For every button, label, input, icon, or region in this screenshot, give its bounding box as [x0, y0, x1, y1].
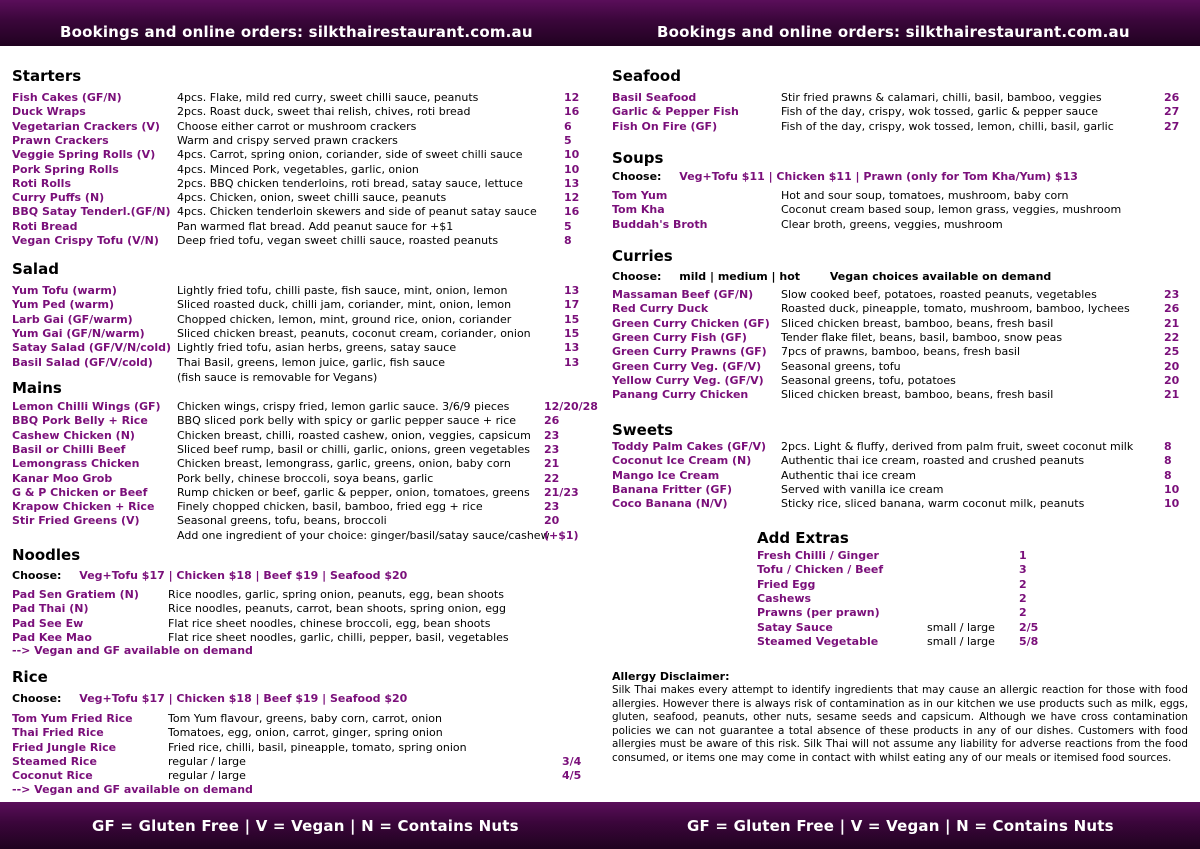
salad-item-larb-gai-gf-warm [12, 313, 592, 327]
seafood-item-basil-seafood [612, 91, 1192, 105]
item-price: 10 [564, 162, 580, 176]
item-description: Thai Basil, greens, lemon juice, garlic, fish sauce [177, 355, 446, 369]
noodles-item-pad-kee-mao [12, 631, 592, 645]
item-name: Green Curry Veg. (GF/V) [612, 359, 762, 373]
item-price: 26 [1164, 91, 1180, 104]
item-price: 10 [564, 148, 580, 162]
starters-item-roti-bread [12, 220, 592, 234]
item-description: Lightly fried tofu, chilli paste, fish sauce, mint, onion, lemon [177, 284, 508, 297]
rice-choose-line [12, 692, 407, 706]
item-name: Pad See Ew [12, 616, 84, 630]
starters-item-bbq-satay-tenderl-gf-n [12, 205, 592, 219]
item-description: Authentic thai ice cream [781, 468, 916, 482]
item-description: Rump chicken or beef, garlic & pepper, onion, tomatoes, greens [177, 485, 530, 499]
item-price: 26 [1164, 302, 1180, 316]
item-price: 8 [1164, 440, 1172, 453]
item-name: Pad Sen Gratiem (N) [12, 588, 139, 601]
salad-item-yum-tofu-warm [12, 284, 592, 298]
section-title-noodles: Noodles [12, 546, 81, 564]
item-description: Served with vanilla ice cream [781, 482, 944, 496]
soups-item-tom-kha [612, 203, 1192, 217]
extra-name: Satay Sauce [757, 620, 833, 634]
item-price: 4/5 [562, 769, 582, 783]
item-name: Satay Salad (GF/V/N/cold) [12, 341, 172, 355]
item-price: 21 [1164, 316, 1180, 330]
curries-vegan-note: Vegan choices available on demand [829, 270, 1052, 283]
section-title-salad: Salad [12, 260, 59, 278]
extra-price: 2/5 [1019, 620, 1039, 634]
item-name: Red Curry Duck [612, 302, 709, 316]
item-price: 27 [1164, 105, 1180, 119]
item-name: Curry Puffs (N) [12, 191, 105, 205]
item-price: 10 [1164, 497, 1180, 511]
item-price: 5 [564, 219, 572, 233]
item-description: 4pcs. Flake, mild red curry, sweet chilli sauce, peanuts [177, 91, 479, 104]
starters-item-pork-spring-rolls [12, 163, 592, 177]
section-title-soups: Soups [612, 149, 664, 167]
seafood-item-fish-on-fire-gf [612, 120, 1192, 134]
noodles-item-pad-thai-n [12, 602, 592, 616]
noodles-choose-options: Veg+Tofu $17 | Chicken $18 | Beef $19 | Seafood $20 [79, 569, 408, 582]
item-name: Vegetarian Crackers (V) [12, 119, 160, 133]
starters-item-curry-puffs-n [12, 191, 592, 205]
item-description: Tender flake filet, beans, basil, bamboo, snow peas [781, 330, 1063, 344]
extra-size: small / large [927, 620, 995, 634]
item-name: Tom Kha [612, 203, 665, 217]
item-name: Panang Curry Chicken [612, 388, 749, 402]
item-description: 7pcs of prawns, bamboo, beans, fresh basil [781, 345, 1021, 359]
noodles-item-pad-see-ew [12, 617, 592, 631]
extra-price: 5/8 [1019, 634, 1039, 648]
item-description: Tom Yum flavour, greens, baby corn, carrot, onion [168, 712, 443, 725]
extra-name: Fresh Chilli / Ginger [757, 549, 879, 562]
extras-item-satay-sauce [757, 621, 1057, 635]
item-name: Tom Yum [612, 189, 668, 202]
starters-item-roti-rolls [12, 177, 592, 191]
item-price: 12 [564, 191, 580, 205]
extra-size: small / large [927, 634, 995, 648]
item-name: Green Curry Fish (GF) [612, 330, 747, 344]
item-description: Deep fried tofu, vegan sweet chilli sauce, roasted peanuts [177, 234, 499, 247]
starters-item-veggie-spring-rolls-v [12, 148, 592, 162]
item-description: 4pcs. Chicken, onion, sweet chilli sauce, peanuts [177, 191, 447, 205]
mains-item-stir-fried-greens-v [12, 514, 592, 528]
rice-vegan-note: --> Vegan and GF available on demand [12, 783, 253, 796]
salad-item-yum-ped-warm [12, 298, 592, 312]
item-name: Duck Wraps [12, 105, 86, 119]
extra-price: 2 [1019, 606, 1027, 620]
section-title-starters: Starters [12, 67, 82, 85]
rice-choose-options: Veg+Tofu $17 | Chicken $18 | Beef $19 | Seafood $20 [79, 692, 408, 705]
item-description: Chicken breast, lemongrass, garlic, greens, onion, baby corn [177, 457, 511, 471]
header-booking-text-right: Bookings and online orders: silkthairestaurant.com.au [657, 23, 1130, 41]
item-name: Thai Fried Rice [12, 726, 104, 740]
rice-item-tom-yum-fried-rice [12, 712, 592, 726]
item-price: 13 [564, 176, 580, 190]
mains-item-lemon-chilli-wings-gf [12, 400, 598, 414]
sweets-item-toddy-palm-cakes-gf-v [612, 440, 1192, 454]
item-name: BBQ Satay Tenderl.(GF/N) [12, 205, 171, 219]
noodles-choose-line [12, 569, 407, 583]
item-description: Pork belly, chinese broccoli, soya beans, garlic [177, 471, 434, 485]
item-name: Prawn Crackers [12, 133, 109, 147]
curries-item-massaman-beef-gf-n [612, 288, 1192, 302]
item-description: regular / large [168, 754, 246, 768]
soups-item-buddah-s-broth [612, 218, 1192, 232]
footer-bar [0, 802, 1200, 849]
extra-name: Steamed Vegetable [757, 634, 879, 648]
item-description: 2pcs. Light & fluffy, derived from palm fruit, sweet coconut milk [781, 440, 1134, 453]
item-price: 20 [544, 514, 560, 528]
item-name: Fried Jungle Rice [12, 740, 117, 754]
sweets-item-coco-banana-n-v [612, 497, 1192, 511]
item-description: Rice noodles, peanuts, carrot, bean shoots, spring onion, egg [168, 602, 506, 616]
curries-item-panang-curry-chicken [612, 388, 1192, 402]
item-description: Add one ingredient of your choice: ginger/basil/satay sauce/cashew [177, 528, 550, 542]
item-name: Yum Gai (GF/N/warm) [12, 326, 145, 340]
rice-choose-label: Choose: [12, 692, 62, 705]
item-name: Stir Fried Greens (V) [12, 514, 140, 528]
item-name: Coconut Ice Cream (N) [612, 454, 752, 468]
item-description: Flat rice sheet noodles, garlic, chilli, pepper, basil, vegetables [168, 630, 509, 644]
item-price: 20 [1164, 359, 1180, 373]
extras-item-cashews [757, 592, 1057, 606]
item-name: Yellow Curry Veg. (GF/V) [612, 373, 764, 387]
item-description: Fish of the day, crispy, wok tossed, garlic & pepper sauce [781, 105, 1099, 119]
item-name: Coconut Rice [12, 769, 93, 783]
extra-price: 3 [1019, 563, 1027, 577]
starters-item-fish-cakes-gf-n [12, 91, 592, 105]
item-price: 10 [1164, 482, 1180, 496]
item-description: Warm and crispy served prawn crackers [177, 133, 398, 147]
item-description: 4pcs. Carrot, spring onion, coriander, side of sweet chilli sauce [177, 148, 523, 162]
item-price: 16 [564, 105, 580, 119]
item-description: Choose either carrot or mushroom crackers [177, 119, 417, 133]
item-price: 21 [1164, 388, 1180, 402]
sweets-item-coconut-ice-cream-n [612, 454, 1192, 468]
item-price: 5 [564, 133, 572, 147]
curries-item-green-curry-chicken-gf [612, 317, 1192, 331]
extra-price: 1 [1019, 549, 1027, 562]
item-name: BBQ Pork Belly + Rice [12, 414, 148, 428]
salad-item-basil-salad-gf-v-cold [12, 356, 592, 370]
section-title-curries: Curries [612, 247, 673, 265]
item-description: Sliced chicken breast, bamboo, beans, fresh basil [781, 388, 1054, 402]
noodles-item-pad-sen-gratiem-n [12, 588, 592, 602]
mains-item-lemongrass-chicken [12, 457, 592, 471]
soups-item-tom-yum [612, 189, 1192, 203]
mains-item-bbq-pork-belly-rice [12, 414, 592, 428]
item-name: Pork Spring Rolls [12, 162, 119, 176]
item-price: 26 [544, 414, 560, 428]
section-title-sweets: Sweets [612, 421, 674, 439]
noodles-vegan-note: --> Vegan and GF available on demand [12, 644, 253, 657]
rice-item-steamed-rice [12, 755, 592, 769]
item-description: Sliced chicken breast, bamboo, beans, fresh basil [781, 316, 1054, 330]
mains-item-g-p-chicken-or-beef [12, 486, 592, 500]
item-price: 12 [564, 91, 580, 104]
item-description: 2pcs. BBQ chicken tenderloins, roti bread, satay sauce, lettuce [177, 176, 523, 190]
item-price: 6 [564, 119, 572, 133]
item-description: Flat rice sheet noodles, chinese broccoli, egg, bean shoots [168, 616, 491, 630]
item-description: Hot and sour soup, tomatoes, mushroom, baby corn [781, 189, 1069, 202]
item-description: Roasted duck, pineapple, tomato, mushroom, bamboo, lychees [781, 302, 1130, 316]
item-price: 12/20/28 [544, 400, 598, 413]
extra-name: Fried Egg [757, 577, 816, 591]
extra-name: Prawns (per prawn) [757, 606, 880, 620]
item-name: Yum Tofu (warm) [12, 284, 117, 297]
item-description: Rice noodles, garlic, spring onion, peanuts, egg, bean shoots [168, 588, 504, 601]
item-description: Tomatoes, egg, onion, carrot, ginger, spring onion [168, 726, 443, 740]
item-price: 16 [564, 205, 580, 219]
item-description: Sliced roasted duck, chilli jam, coriander, mint, onion, lemon [177, 298, 512, 312]
curries-item-red-curry-duck [612, 302, 1192, 316]
item-name: Steamed Rice [12, 754, 97, 768]
extra-price: 2 [1019, 577, 1027, 591]
item-name: Basil Salad (GF/V/cold) [12, 355, 153, 369]
item-description: Sliced beef rump, basil or chilli, garlic, onions, green vegetables [177, 442, 530, 456]
rice-item-thai-fried-rice [12, 726, 592, 740]
curries-choose-line [612, 270, 1051, 284]
starters-item-prawn-crackers [12, 134, 592, 148]
item-name: Krapow Chicken + Rice [12, 500, 155, 514]
extras-item-prawns-per-prawn [757, 606, 1057, 620]
curries-item-green-curry-fish-gf [612, 331, 1192, 345]
item-price: 22 [1164, 330, 1180, 344]
curries-item-green-curry-veg-gf-v [612, 360, 1192, 374]
curries-item-green-curry-prawns-gf [612, 345, 1192, 359]
item-name: Mango Ice Cream [612, 468, 720, 482]
extras-item-tofu-chicken-beef [757, 563, 1057, 577]
item-name: Roti Bread [12, 219, 78, 233]
item-name: Basil Seafood [612, 91, 697, 104]
seafood-item-garlic-pepper-fish [612, 105, 1192, 119]
footer-legend-left: GF = Gluten Free | V = Vegan | N = Contains Nuts [92, 817, 519, 835]
header-booking-text-left: Bookings and online orders: silkthairestaurant.com.au [60, 23, 533, 41]
allergy-title: Allergy Disclaimer: [612, 670, 730, 683]
item-description: regular / large [168, 769, 246, 783]
item-price: 17 [564, 298, 580, 312]
item-name: Toddy Palm Cakes (GF/V) [612, 440, 767, 453]
item-description: Sticky rice, sliced banana, warm coconut milk, peanuts [781, 497, 1085, 511]
item-name: Coco Banana (N/V) [612, 497, 728, 511]
item-description: Authentic thai ice cream, roasted and crushed peanuts [781, 454, 1085, 468]
soups-choose-label: Choose: [612, 170, 662, 183]
item-name: Fish On Fire (GF) [612, 119, 718, 133]
item-description: Pan warmed flat bread. Add peanut sauce for +$1 [177, 219, 454, 233]
extra-name: Cashews [757, 591, 812, 605]
curries-spice-options: mild | medium | hot [679, 270, 801, 283]
mains-item-basil-or-chilli-beef [12, 443, 592, 457]
item-name: Roti Rolls [12, 176, 72, 190]
starters-item-vegan-crispy-tofu-v-n [12, 234, 592, 248]
starters-item-vegetarian-crackers-v [12, 120, 592, 134]
item-price: 27 [1164, 119, 1180, 133]
item-name: Lemongrass Chicken [12, 457, 140, 471]
item-price: 13 [564, 355, 580, 369]
salad-fish-sauce-note: (fish sauce is removable for Vegans) [177, 371, 378, 384]
sweets-item-banana-fritter-gf [612, 483, 1192, 497]
item-description: Finely chopped chicken, basil, bamboo, fried egg + rice [177, 500, 483, 514]
salad-item-yum-gai-gf-n-warm [12, 327, 592, 341]
item-name: Veggie Spring Rolls (V) [12, 148, 156, 162]
item-description: Fish of the day, crispy, wok tossed, lemon, chilli, basil, garlic [781, 119, 1114, 133]
item-description: 4pcs. Minced Pork, vegetables, garlic, onion [177, 162, 419, 176]
item-name: Basil or Chilli Beef [12, 442, 126, 456]
item-price: 23 [1164, 288, 1180, 301]
item-price: 8 [1164, 454, 1172, 468]
curries-item-yellow-curry-veg-gf-v [612, 374, 1192, 388]
item-price: 20 [1164, 373, 1180, 387]
item-name: Cashew Chicken (N) [12, 428, 135, 442]
item-name: Banana Fritter (GF) [612, 482, 732, 496]
item-description: Sliced chicken breast, peanuts, coconut cream, coriander, onion [177, 326, 531, 340]
item-description: Seasonal greens, tofu, beans, broccoli [177, 514, 387, 528]
section-title-mains: Mains [12, 379, 62, 397]
item-price: 21/23 [544, 485, 579, 499]
right-menu-column [612, 0, 1192, 800]
salad-item-satay-salad-gf-v-n-cold [12, 341, 592, 355]
noodles-choose-label: Choose: [12, 569, 62, 582]
section-title-seafood: Seafood [612, 67, 681, 85]
extras-item-fresh-chilli-ginger [757, 549, 1057, 563]
soups-choose-line [612, 170, 1078, 184]
item-name: Buddah's Broth [612, 217, 708, 231]
item-price: 23 [544, 428, 560, 442]
section-title-rice: Rice [12, 668, 48, 686]
item-name: Yum Ped (warm) [12, 298, 115, 312]
item-name: Pad Thai (N) [12, 602, 89, 616]
section-title-extras: Add Extras [757, 529, 849, 547]
mains-item-cashew-chicken-n [12, 429, 592, 443]
soups-choose-options: Veg+Tofu $11 | Chicken $11 | Prawn (only for Tom Kha/Yum) $13 [679, 170, 1078, 183]
item-price: 15 [564, 326, 580, 340]
item-price: 13 [564, 341, 580, 355]
extras-item-fried-egg [757, 578, 1057, 592]
item-name: Massaman Beef (GF/N) [612, 288, 754, 301]
sweets-item-mango-ice-cream [612, 469, 1192, 483]
item-price: 8 [564, 234, 572, 247]
item-price: 23 [544, 500, 560, 514]
starters-item-duck-wraps [12, 105, 592, 119]
curries-choose-label: Choose: [612, 270, 662, 283]
item-description: Seasonal greens, tofu [781, 359, 901, 373]
left-menu-column [12, 0, 598, 800]
mains-item-addon [12, 529, 592, 543]
item-name: Green Curry Prawns (GF) [612, 345, 767, 359]
extra-price: 2 [1019, 591, 1027, 605]
item-name: Lemon Chilli Wings (GF) [12, 400, 161, 413]
item-description: Slow cooked beef, potatoes, roasted peanuts, vegetables [781, 288, 1097, 301]
item-price: 15 [564, 312, 580, 326]
item-name: Larb Gai (GF/warm) [12, 312, 133, 326]
item-price: 25 [1164, 345, 1180, 359]
item-price: 21 [544, 457, 560, 471]
item-name: Tom Yum Fried Rice [12, 712, 133, 725]
footer-legend-right: GF = Gluten Free | V = Vegan | N = Contains Nuts [687, 817, 1114, 835]
item-name: Green Curry Chicken (GF) [612, 316, 770, 330]
item-description: Chicken breast, chilli, roasted cashew, onion, veggies, capsicum [177, 428, 531, 442]
item-description: Seasonal greens, tofu, potatoes [781, 373, 956, 387]
item-price: 22 [544, 471, 560, 485]
item-price: 3/4 [562, 754, 582, 768]
item-price: 13 [564, 284, 580, 297]
item-description: Chopped chicken, lemon, mint, ground rice, onion, coriander [177, 312, 512, 326]
extra-name: Tofu / Chicken / Beef [757, 563, 884, 577]
item-name: Kanar Moo Grob [12, 471, 113, 485]
item-name: Pad Kee Mao [12, 630, 92, 644]
item-description: 4pcs. Chicken tenderloin skewers and side of peanut satay sauce [177, 205, 537, 219]
item-description: BBQ sliced pork belly with spicy or garlic pepper sauce + rice [177, 414, 517, 428]
rice-item-coconut-rice [12, 769, 592, 783]
rice-item-fried-jungle-rice [12, 741, 592, 755]
item-description: Stir fried prawns & calamari, chilli, basil, bamboo, veggies [781, 91, 1102, 104]
item-name: G & P Chicken or Beef [12, 485, 148, 499]
item-price: (+$1) [544, 528, 579, 542]
allergy-body: Silk Thai makes every attempt to identify ingredients that may cause an allergic reaction for those with food allergies. However there is always risk of contamination as in our kitchen we use products such as milk, eggs, gluten, seafood, peanuts, other nuts, sesame seeds and capsicum. Although we have cross contamination policies we can not guarantee a total absence of these products in any of our dishes. Customers with food allergies must be aware of this risk. Silk Thai will not assume any liability for adverse reactions from the food consumed, or items one may come in contact with whilst eating any of our meals or itemised food sources. [612, 684, 1188, 764]
item-description: Clear broth, greens, veggies, mushroom [781, 217, 1003, 231]
item-name: Garlic & Pepper Fish [612, 105, 739, 119]
item-description: Lightly fried tofu, asian herbs, greens, satay sauce [177, 341, 457, 355]
item-description: Chicken wings, crispy fried, lemon garlic sauce. 3/6/9 pieces [177, 400, 510, 413]
mains-item-krapow-chicken-rice [12, 500, 592, 514]
extras-item-steamed-vegetable [757, 635, 1057, 649]
item-name: Fish Cakes (GF/N) [12, 91, 122, 104]
item-price: 8 [1164, 468, 1172, 482]
item-description: 2pcs. Roast duck, sweet thai relish, chives, roti bread [177, 105, 471, 119]
item-description: Fried rice, chilli, basil, pineapple, tomato, spring onion [168, 740, 467, 754]
item-price: 23 [544, 442, 560, 456]
item-description: Coconut cream based soup, lemon grass, veggies, mushroom [781, 203, 1122, 217]
mains-item-kanar-moo-grob [12, 472, 592, 486]
item-name: Vegan Crispy Tofu (V/N) [12, 234, 159, 247]
